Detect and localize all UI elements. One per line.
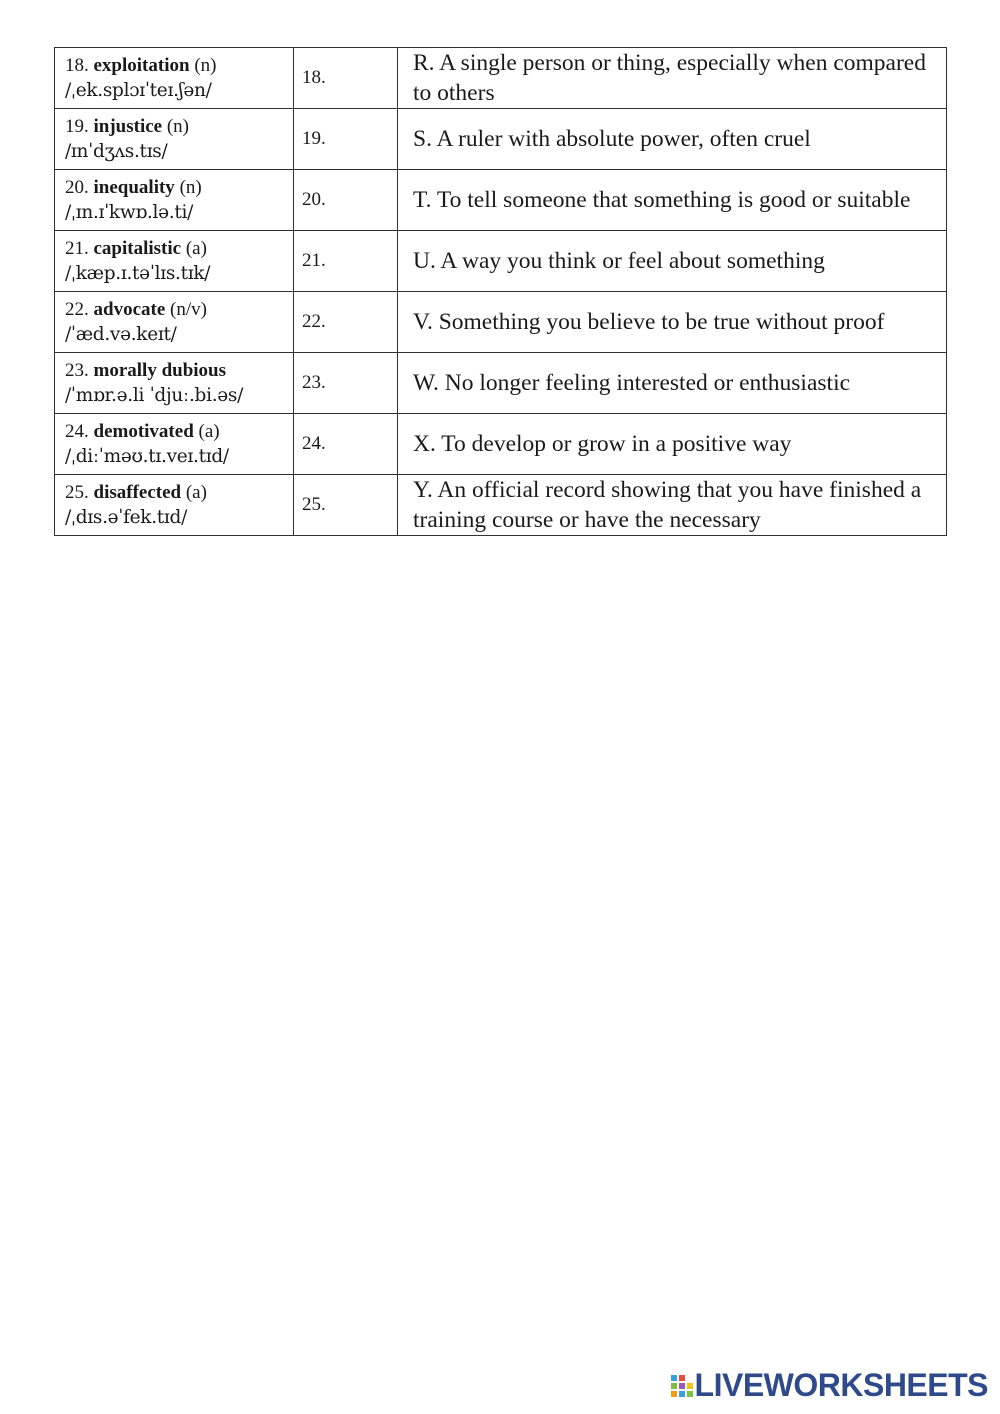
definition-container (413, 231, 938, 291)
part-of-speech: (n) (194, 55, 217, 76)
definition-container (413, 353, 938, 413)
part-of-speech: (a) (198, 421, 220, 442)
table-row (55, 48, 947, 109)
definition-text: V. Something you believe to be true without proof (413, 309, 885, 335)
definition-cell (398, 414, 947, 475)
definition-container (413, 48, 938, 108)
table-row (55, 475, 947, 536)
pronunciation: /ˈmɒr.ə.li ˈdjuː.bi.əs/ (65, 385, 244, 406)
part-of-speech: (n/v) (170, 299, 207, 320)
part-of-speech: (n) (166, 116, 190, 137)
definition-text: S. A ruler with absolute power, often cruel (413, 126, 811, 152)
definition-text: T. To tell someone that something is good or suitable (413, 187, 911, 213)
vocab-word: injustice (93, 116, 163, 137)
pronunciation: /ˈæd.və.keɪt/ (65, 324, 177, 345)
pronunciation: /ˌek.splɔɪˈteɪ.ʃən/ (65, 80, 212, 101)
vocab-number: 25. (65, 482, 89, 503)
vocab-word-line (65, 419, 293, 444)
answer-cell[interactable] (294, 292, 398, 353)
table-row (55, 353, 947, 414)
answer-number: 21. (302, 250, 326, 271)
answer-number: 18. (302, 67, 326, 88)
vocab-word-line (65, 114, 293, 139)
definition-container (413, 475, 938, 535)
definition-text: X. To develop or grow in a positive way (413, 431, 792, 457)
table-body (55, 48, 947, 536)
definition-cell (398, 231, 947, 292)
pronunciation: /ˌdiːˈməʊ.tɪ.veɪ.tɪd/ (65, 446, 229, 467)
definition-container (413, 292, 938, 352)
vocab-word-cell (55, 475, 294, 536)
vocab-number: 18. (65, 55, 89, 76)
vocab-number: 21. (65, 238, 89, 259)
definition-cell (398, 475, 947, 536)
pronunciation: /ˌkæp.ɪ.təˈlɪs.tɪk/ (65, 263, 211, 284)
table-row (55, 414, 947, 475)
answer-cell[interactable] (294, 231, 398, 292)
vocab-word-cell (55, 170, 294, 231)
table-row (55, 231, 947, 292)
table-row (55, 292, 947, 353)
table-row (55, 170, 947, 231)
liveworksheets-logo-text: LIVEWORKSHEETS (694, 1367, 988, 1403)
definition-text: W. No longer feeling interested or enthusiastic (413, 370, 851, 396)
vocab-word-cell (55, 231, 294, 292)
answer-number: 23. (302, 372, 326, 393)
vocab-number: 19. (65, 116, 89, 137)
pronunciation: /ˌɪn.ɪˈkwɒ.lə.ti/ (65, 202, 194, 223)
answer-number: 19. (302, 128, 326, 149)
definition-cell (398, 170, 947, 231)
answer-cell[interactable] (294, 48, 398, 109)
definition-container (413, 414, 938, 474)
vocab-word: morally dubious (93, 360, 227, 381)
part-of-speech: (a) (185, 238, 207, 259)
liveworksheets-logo-icon (671, 1373, 693, 1399)
vocab-word: demotivated (93, 421, 194, 442)
vocab-word-line (65, 53, 293, 78)
pronunciation: /ɪnˈdʒʌs.tɪs/ (65, 141, 168, 162)
vocab-word-line (65, 297, 293, 322)
definition-cell (398, 353, 947, 414)
answer-number: 22. (302, 311, 326, 332)
answer-cell[interactable] (294, 414, 398, 475)
vocab-word: exploitation (93, 55, 190, 76)
vocab-number: 22. (65, 299, 89, 320)
answer-cell[interactable] (294, 475, 398, 536)
vocab-number: 24. (65, 421, 89, 442)
vocab-word: advocate (93, 299, 166, 320)
vocab-word-cell (55, 48, 294, 109)
definition-container (413, 170, 938, 230)
vocab-word-line (65, 175, 293, 200)
definition-text: Y. An official record showing that you have finished a training course or have the necessary (413, 477, 922, 533)
vocab-word-line (65, 236, 293, 261)
vocabulary-matching-table (54, 47, 947, 536)
answer-number: 20. (302, 189, 326, 210)
vocab-word: capitalistic (93, 238, 182, 259)
vocab-word-cell (55, 353, 294, 414)
vocab-word-cell (55, 292, 294, 353)
vocab-word-line (65, 480, 293, 505)
liveworksheets-logo (671, 1367, 988, 1404)
vocab-word-cell (55, 109, 294, 170)
definition-cell (398, 109, 947, 170)
answer-cell[interactable] (294, 109, 398, 170)
definition-text: R. A single person or thing, especially when compared to others (413, 50, 926, 106)
vocab-word: inequality (93, 177, 175, 198)
vocab-number: 20. (65, 177, 89, 198)
vocab-word-line (65, 358, 293, 383)
definition-cell (398, 48, 947, 109)
table-row (55, 109, 947, 170)
definition-cell (398, 292, 947, 353)
vocab-number: 23. (65, 360, 89, 381)
answer-number: 24. (302, 433, 326, 454)
pronunciation: /ˌdɪs.əˈfek.tɪd/ (65, 507, 187, 528)
part-of-speech: (n) (179, 177, 202, 198)
vocab-word: disaffected (93, 482, 182, 503)
answer-cell[interactable] (294, 353, 398, 414)
answer-number: 25. (302, 494, 326, 515)
definition-text: U. A way you think or feel about something (413, 248, 825, 274)
vocab-word-cell (55, 414, 294, 475)
part-of-speech: (a) (185, 482, 207, 503)
definition-container (413, 109, 938, 169)
answer-cell[interactable] (294, 170, 398, 231)
